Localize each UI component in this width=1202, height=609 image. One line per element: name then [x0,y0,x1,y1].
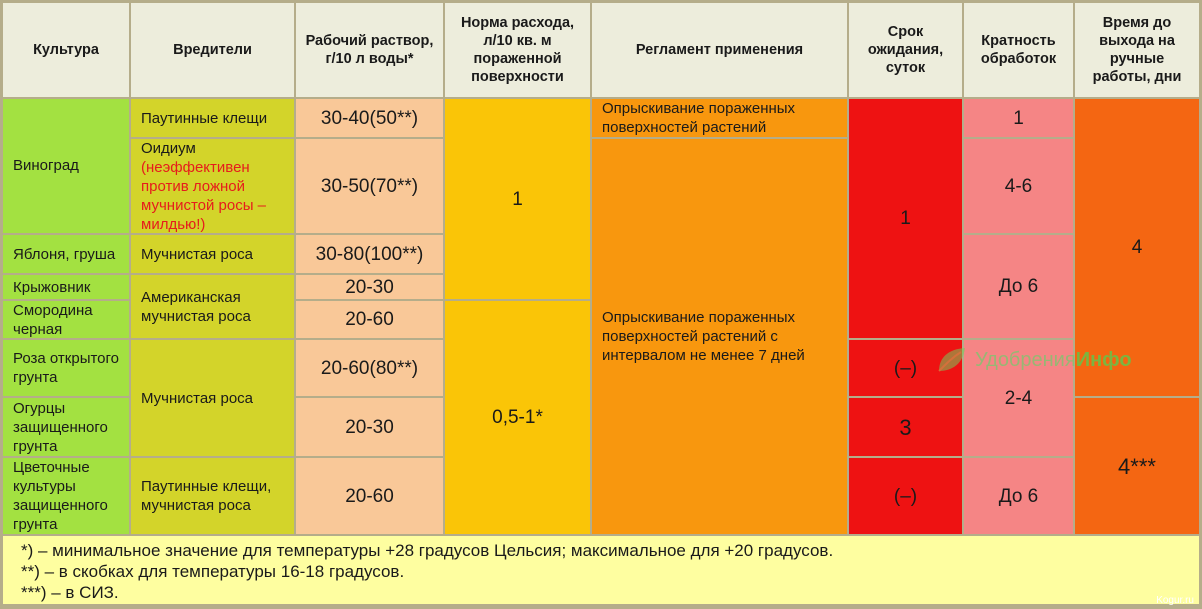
watermark [935,345,1132,375]
waiting-flowers: (–) [849,458,962,534]
rate-upper: 1 [445,99,590,299]
site-credit: Kogur.ru [1156,595,1194,606]
pest-mites-and-mildew: Паутинные клещи, мучнистая роса [131,458,294,534]
multiplicity-rose-cucumber: 2-4 [964,340,1073,456]
footnote-2: **) – в скобках для температуры 16-18 градусов. [21,562,405,581]
manual-work-upper: 4 [1075,99,1199,396]
solution-blackcurrant: 20-60 [296,301,443,338]
solution-apple-pear: 30-80(100**) [296,235,443,273]
pest-powdery-mildew-rose-cucumber: Мучнистая роса [131,340,294,456]
header-manual-work: Время до выхода на ручные работы, дни [1075,3,1199,97]
pest-oidium [131,139,294,233]
multiplicity-grape-mites: 1 [964,99,1073,137]
regulation-spraying-interval: Опрыскивание пораженных поверхностей растений с интервалом не менее 7 дней [592,139,847,534]
header-rate: Норма расхода, л/10 кв. м пораженной поверхности [445,3,590,97]
header-pests: Вредители [131,3,294,97]
pest-american-mildew: Американская мучнистая роса [131,275,294,338]
header-multiplicity: Кратность обработок [964,3,1073,97]
pest-spider-mites: Паутинные клещи [131,99,294,137]
culture-flowers: Цветочные культуры защищенного грунта [3,458,129,534]
multiplicity-grape-oidium: 4-6 [964,139,1073,233]
watermark-prefix: Удобрения [975,348,1076,371]
regulation-spraying: Опрыскивание пораженных поверхностей растений [592,99,847,137]
solution-flowers: 20-60 [296,458,443,534]
pest-oidium-name: Оидиум [141,139,196,157]
header-solution: Рабочий раствор, г/10 л воды* [296,3,443,97]
header-regulation: Регламент применения [592,3,847,97]
rate-lower: 0,5-1* [445,301,590,534]
multiplicity-apple-currant: До 6 [964,235,1073,338]
culture-grape: Виноград [3,99,129,233]
culture-cucumbers: Огурцы защищенного грунта [3,398,129,456]
footnote-3: ***) – в СИЗ. [21,583,119,602]
multiplicity-flowers: До 6 [964,458,1073,534]
culture-apple-pear: Яблоня, груша [3,235,129,273]
solution-grape-mites: 30-40(50**) [296,99,443,137]
pest-oidium-warning: (неэффективен против ложной мучнистой росы – милдью!) [141,158,267,233]
header-culture: Культура [3,3,129,97]
solution-gooseberry: 20-30 [296,275,443,299]
waiting-rose: (–) [849,340,962,396]
solution-grape-oidium: 30-50(70**) [296,139,443,233]
watermark-brand: Инфо [1075,348,1132,371]
culture-gooseberry: Крыжовник [3,275,129,299]
leaf-logo-icon [935,345,969,375]
footnotes [3,536,1199,604]
solution-cucumbers: 20-30 [296,398,443,456]
waiting-upper: 1 [849,99,962,338]
pest-oidium-text [141,139,294,234]
culture-rose: Роза открытого грунта [3,340,129,396]
culture-blackcurrant: Смородина черная [3,301,129,338]
solution-rose: 20-60(80**) [296,340,443,396]
pest-powdery-mildew-apple: Мучнистая роса [131,235,294,273]
waiting-cucumbers: 3 [849,398,962,456]
header-waiting: Срок ожидания, суток [849,3,962,97]
manual-work-lower: 4*** [1075,398,1199,534]
footnote-1: *) – минимальное значение для температуры +28 градусов Цельсия; максимальное для +20 градусов. [21,541,834,560]
